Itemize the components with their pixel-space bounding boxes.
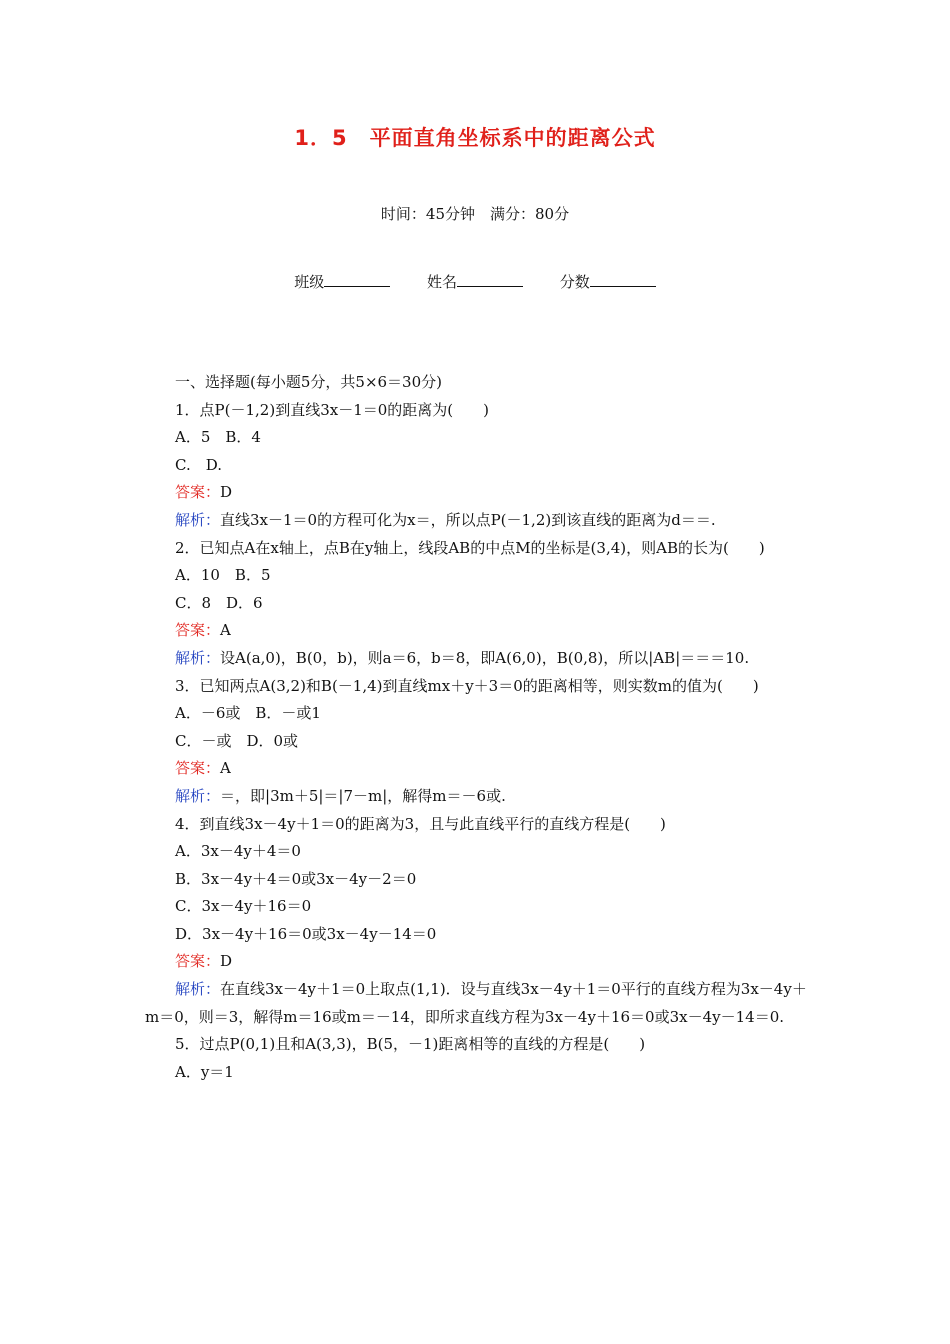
question-4-option-b: B．3x－4y＋4＝0或3x－4y－2＝0 bbox=[175, 869, 417, 888]
class-label: 班级 bbox=[294, 273, 325, 291]
question-3-explanation bbox=[145, 783, 810, 811]
answer-value: D bbox=[220, 483, 233, 502]
answer-value: D bbox=[220, 952, 233, 971]
student-info-row bbox=[0, 271, 950, 292]
answer-value: A bbox=[220, 621, 231, 640]
explanation-text: 直线3x－1＝0的方程可化为x＝，所以点P(－1,2)到该直线的距离为d＝＝. bbox=[220, 510, 716, 529]
answer-label: 答案： bbox=[175, 621, 221, 640]
explanation-label: 解析： bbox=[175, 786, 221, 805]
answer-label: 答案： bbox=[175, 759, 221, 778]
question-3-options-ab: A．－6或 B．－或1 bbox=[175, 704, 321, 723]
name-field bbox=[427, 271, 523, 292]
question-4-answer bbox=[145, 948, 810, 976]
question-5-option-a: A．y＝1 bbox=[175, 1062, 234, 1081]
answer-label: 答案： bbox=[175, 952, 221, 971]
answer-label: 答案： bbox=[175, 483, 221, 502]
question-1-answer bbox=[145, 479, 810, 507]
question-4-option-a: A．3x－4y＋4＝0 bbox=[175, 842, 301, 861]
question-2-explanation bbox=[145, 645, 810, 673]
question-2-answer bbox=[145, 617, 810, 645]
question-1-options-cd: C. D. bbox=[175, 455, 222, 474]
question-5-stem: 5．过点P(0,1)且和A(3,3)，B(5，－1)距离相等的直线的方程是( ) bbox=[175, 1035, 646, 1054]
name-blank bbox=[457, 272, 523, 287]
name-label: 姓名 bbox=[426, 273, 457, 291]
explanation-text: ＝，即|3m＋5|＝|7－m|，解得m＝－6或. bbox=[220, 786, 506, 805]
question-3-stem: 3．已知两点A(3,2)和B(－1,4)到直线mx＋y＋3＝0的距离相等，则实数m的值为( ) bbox=[175, 676, 759, 695]
document-title: 1．5 平面直角坐标系中的距离公式 bbox=[294, 126, 656, 150]
explanation-label: 解析： bbox=[175, 980, 221, 999]
class-field bbox=[294, 271, 390, 292]
explanation-text: 设A(a,0)，B(0，b)，则a＝6，b＝8，即A(6,0)，B(0,8)，所以|AB|＝＝＝10. bbox=[220, 648, 750, 667]
question-3-options-cd: C．－或 D．0或 bbox=[175, 731, 299, 750]
score-field bbox=[560, 271, 656, 292]
answer-value: A bbox=[220, 759, 231, 778]
time-score-meta: 时间：45分钟 满分：80分 bbox=[380, 205, 570, 223]
class-blank bbox=[324, 272, 390, 287]
question-content bbox=[145, 369, 810, 1086]
question-4-explanation bbox=[145, 976, 810, 1031]
question-4-option-d: D．3x－4y＋16＝0或3x－4y－14＝0 bbox=[175, 924, 437, 943]
question-1-explanation bbox=[145, 507, 810, 535]
question-4-option-c: C．3x－4y＋16＝0 bbox=[175, 897, 312, 916]
question-1-options-ab: A．5 B．4 bbox=[175, 428, 261, 447]
section-heading: 一、选择题(每小题5分，共5×6＝30分) bbox=[175, 373, 442, 391]
question-1-stem: 1．点P(－1,2)到直线3x－1＝0的距离为( ) bbox=[175, 400, 489, 419]
explanation-label: 解析： bbox=[175, 510, 221, 529]
question-3-answer bbox=[145, 755, 810, 783]
question-4-stem: 4．到直线3x－4y＋1＝0的距离为3，且与此直线平行的直线方程是( ) bbox=[175, 814, 666, 833]
explanation-label: 解析： bbox=[175, 648, 221, 667]
score-blank bbox=[590, 272, 656, 287]
score-label: 分数 bbox=[559, 273, 590, 291]
question-2-stem: 2．已知点A在x轴上，点B在y轴上，线段AB的中点M的坐标是(3,4)，则AB的长为( ) bbox=[175, 538, 765, 557]
question-2-options-cd: C．8 D．6 bbox=[175, 593, 263, 612]
explanation-text: 在直线3x－4y＋1＝0上取点(1,1)．设与直线3x－4y＋1＝0平行的直线方程为3x－4y＋m＝0，则＝3，解得m＝16或m＝－14，即所求直线方程为3x－4y＋16＝0或3x－4y－14＝0. bbox=[145, 980, 807, 1026]
question-2-options-ab: A．10 B．5 bbox=[175, 566, 271, 585]
